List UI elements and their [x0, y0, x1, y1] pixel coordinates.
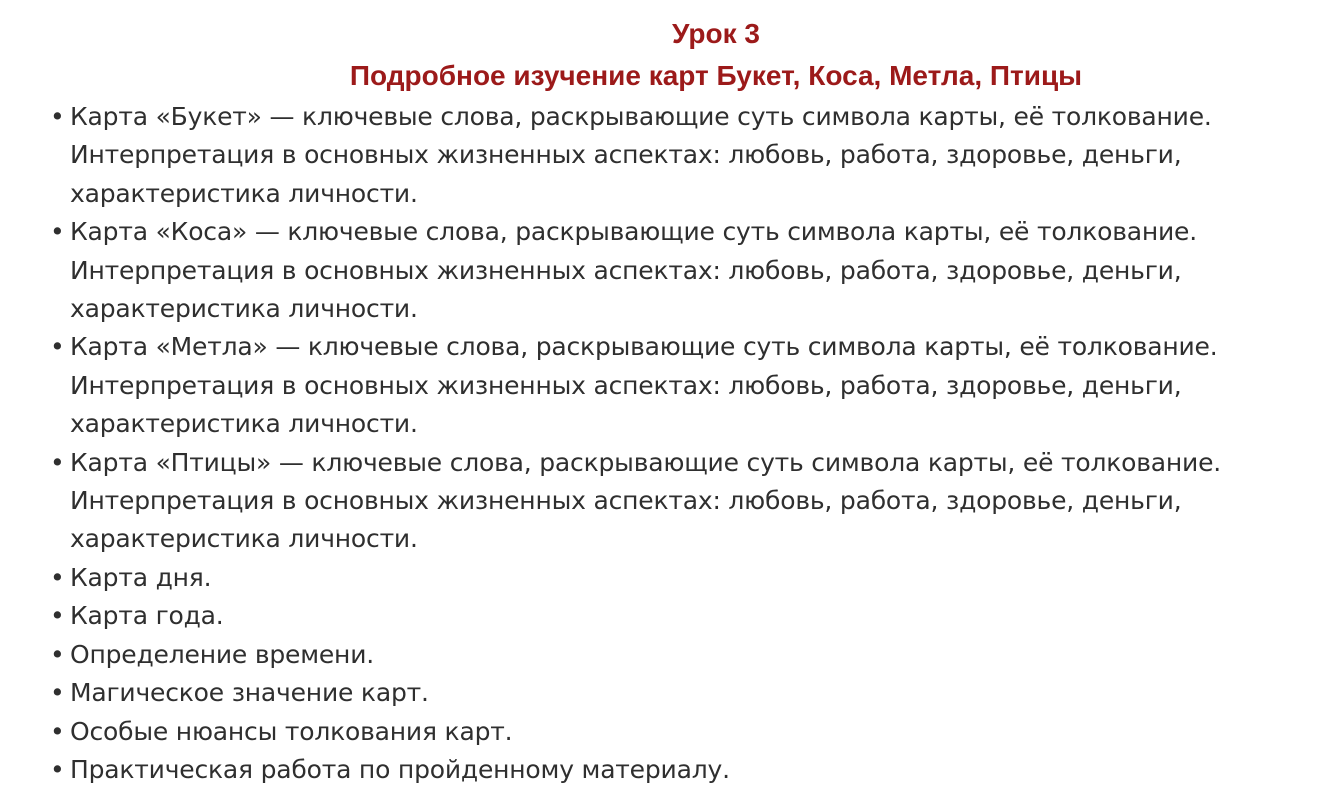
- list-item-text: Карта «Метла» — ключевые слова, раскрывающие суть символа карты, её толкование. Интерпретация в основных жизненных аспектах: любовь, работа, здоровье, деньги, характеристика личности.: [70, 332, 1218, 439]
- list-item: [50, 559, 1310, 597]
- bullet-icon: •: [50, 102, 65, 131]
- bullet-icon: •: [50, 447, 65, 477]
- list-item: [50, 636, 1310, 674]
- bullet-icon: •: [50, 562, 65, 592]
- list-item: [50, 98, 1310, 213]
- list-item: [50, 213, 1310, 328]
- list-item-text: Карта «Коса» — ключевые слова, раскрывающие суть символа карты, её толкование. Интерпретация в основных жизненных аспектах: любовь, работа, здоровье, деньги, характеристика личности.: [70, 217, 1197, 324]
- list-item-text: Определение времени.: [70, 639, 374, 669]
- list-item: [50, 597, 1310, 635]
- bullet-icon: •: [50, 754, 65, 784]
- list-item-text: Карта года.: [70, 601, 224, 631]
- list-item-text: Особые нюансы толкования карт.: [70, 716, 513, 746]
- topic-list: [50, 98, 1310, 789]
- bullet-icon: •: [50, 217, 65, 247]
- bullet-icon: •: [50, 332, 65, 362]
- list-item-text: Практическая работа по пройденному материалу.: [70, 754, 730, 784]
- list-item-text: Карта дня.: [70, 562, 212, 592]
- bullet-icon: •: [50, 716, 65, 746]
- list-item: [50, 674, 1310, 712]
- list-item: [50, 713, 1310, 751]
- list-item-text: Карта «Птицы» — ключевые слова, раскрывающие суть символа карты, её толкование. Интерпретация в основных жизненных аспектах: любовь, работа, здоровье, деньги, характеристика личности.: [70, 447, 1222, 554]
- list-item: [50, 328, 1310, 443]
- list-item: [50, 751, 1310, 789]
- lesson-number: Урок 3: [672, 18, 760, 49]
- bullet-icon: •: [50, 601, 65, 631]
- list-item: [50, 444, 1310, 559]
- bullet-icon: •: [50, 639, 65, 669]
- list-item-text: Магическое значение карт.: [70, 678, 429, 708]
- lesson-title: Подробное изучение карт Букет, Коса, Метла, Птицы: [349, 60, 1083, 91]
- list-item-text: Карта «Букет» — ключевые слова, раскрывающие суть символа карты, её толкование. Интерпретация в основных жизненных аспектах: любовь, работа, здоровье, деньги, характеристика личности.: [70, 102, 1212, 208]
- bullet-icon: •: [50, 678, 65, 708]
